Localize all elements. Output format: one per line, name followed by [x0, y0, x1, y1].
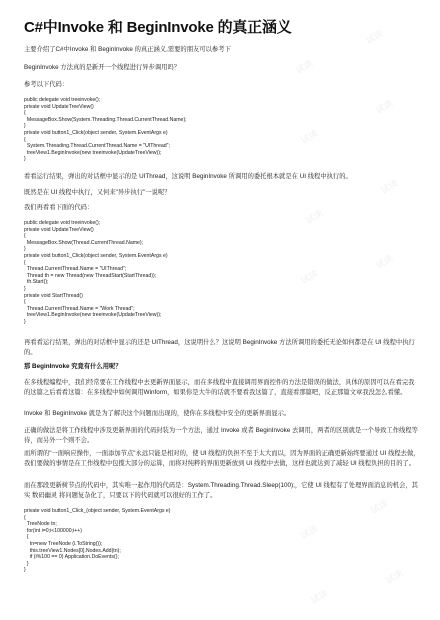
watermark: 试读: [374, 253, 396, 272]
response-paragraph: 而所谓的"一面响应操作，一面添加节点"永远只能是相对的，使 UI 线程的负担不至于太大而以，因为界面的正确更新始终要通过 UI 线程去做，我们要做的事情是在工作线程中包揽大部分的运算，而将对纯粹的界面更新放到 UI 线程中去做，这样也就达到了减轻 UI 线程负担的目的了。: [24, 450, 420, 467]
watermark: 试读: [374, 98, 396, 117]
async-question-paragraph: 既然是在 UI 线程中执行，又何来"异步执行"一说呢？: [24, 189, 171, 196]
watermark: 试读: [304, 208, 326, 227]
reference-label-2: 我们再看看下面的代码：: [24, 204, 94, 211]
watermark: 试读: [294, 58, 316, 77]
watermark: 试读: [369, 498, 391, 517]
code-block-3: private void button1_Click_(object sender, System.EventArgs e) { TreeNode tn; for(int i=0;i<100000;i++) { tn=new TreeNode (i.ToString()); this.treeView1.Nodes[0].Nodes.Add(tn); if (i%100 == 0) Application.DoEvents(); } }: [24, 508, 171, 574]
code-block-2: public delegate void treeinvoke(); private void UpdateTreeView() { MessageBox.Show(Thread.CurrentThread.Name); } private void button1_Click(object sender, System.EventArgs e) { Thread.CurrentThread.Name = "UIThread"; Thread th = new Thread(new ThreadStart(StartThread)); th.Start(); } private void StartThread() { Thread.CurrentThread.Name = "Work Thread"; treeView1.BeginInvoke(new treeinvoke(UpdateTreeView)); }: [24, 220, 168, 325]
code-block-1: public delegate void treeinvoke(); private void UpdateTreeView() { MessageBox.Show(System.Threading.Thread.CurrentThread.Name); } private void button1_Click(object sender, System.EventArgs e) { System.Threading.Thread.CurrentThread.Name = "UIThread"; treeView1.BeginInvoke(new treeinvoke(UpdateTreeView)); }: [24, 97, 187, 163]
watermark: 试读: [299, 268, 321, 287]
result-paragraph-1: 看看运行结果，弹出的对话框中显示的是 UIThread，这说明 BeginInvoke 所调用的委托根本就是在 UI 线程中执行的。: [24, 173, 352, 180]
correct-approach-paragraph: 正确的做法是将工作线程中涉及更新界面的代码封装为一个方法，通过 Invoke 或者 BeginInvoke 去调用，两者的区别就是一个导致工作线程等待，而另外一个则不会。: [24, 427, 418, 444]
question-1: BeginInvoke 方法真的是新开一个线程进行异步调用吗？: [24, 64, 181, 71]
page-title: C#中Invoke 和 BeginInvoke 的真正涵义: [24, 19, 292, 36]
watermark: 试读: [309, 588, 331, 607]
watermark: 试读: [384, 568, 406, 587]
invoke-paragraph: Invoke 和 BeginInvoke 就是为了解决这个问题而出现的，使你在多线程中安全的更新界面显示。: [24, 410, 291, 417]
watermark: 试读: [364, 28, 386, 47]
multithread-paragraph: 在多线程编程中，我们经常要在工作线程中去更新界面显示，而在多线程中直接调用界面控件的方法是错误的做法，具体的原因可以在看完我的这篇之后看看这篇：在多线程中如何调用Winform，如果你是大牛的话就不要看我这篇了，直接看那篇吧，反正那篇文章我没怎么看懂。: [24, 379, 415, 396]
watermark: 试读: [299, 128, 321, 147]
intro-text: 主要介绍了C#中Invoke 和 BeginInvoke 的真正涵义,需要的朋友可以参考下: [24, 46, 231, 53]
result-paragraph-2: 再看看运行结果，弹出的对话框中显示的还是 UIThread，这说明什么？这说明 BeginInvoke 方法所调用的委托无论如何都是在 UI 线程中执行的。: [24, 339, 415, 356]
question-2-heading: 那 BeginInvoke 究竟有什么用呢？: [24, 363, 122, 370]
example-paragraph: 而在那段更新树节点的代码中，其实唯一起作用的代码是：System.Threading.Thread.Sleep(100);，它使 UI 线程有了处理界面消息的机会，其实 数码幽灵 将问题复杂化了，只要以下的代码就可以很好的工作了。: [24, 482, 418, 499]
reference-label-1: 参考以下代码：: [24, 81, 69, 88]
watermark: 试读: [299, 523, 321, 542]
watermark: 试读: [379, 178, 401, 197]
